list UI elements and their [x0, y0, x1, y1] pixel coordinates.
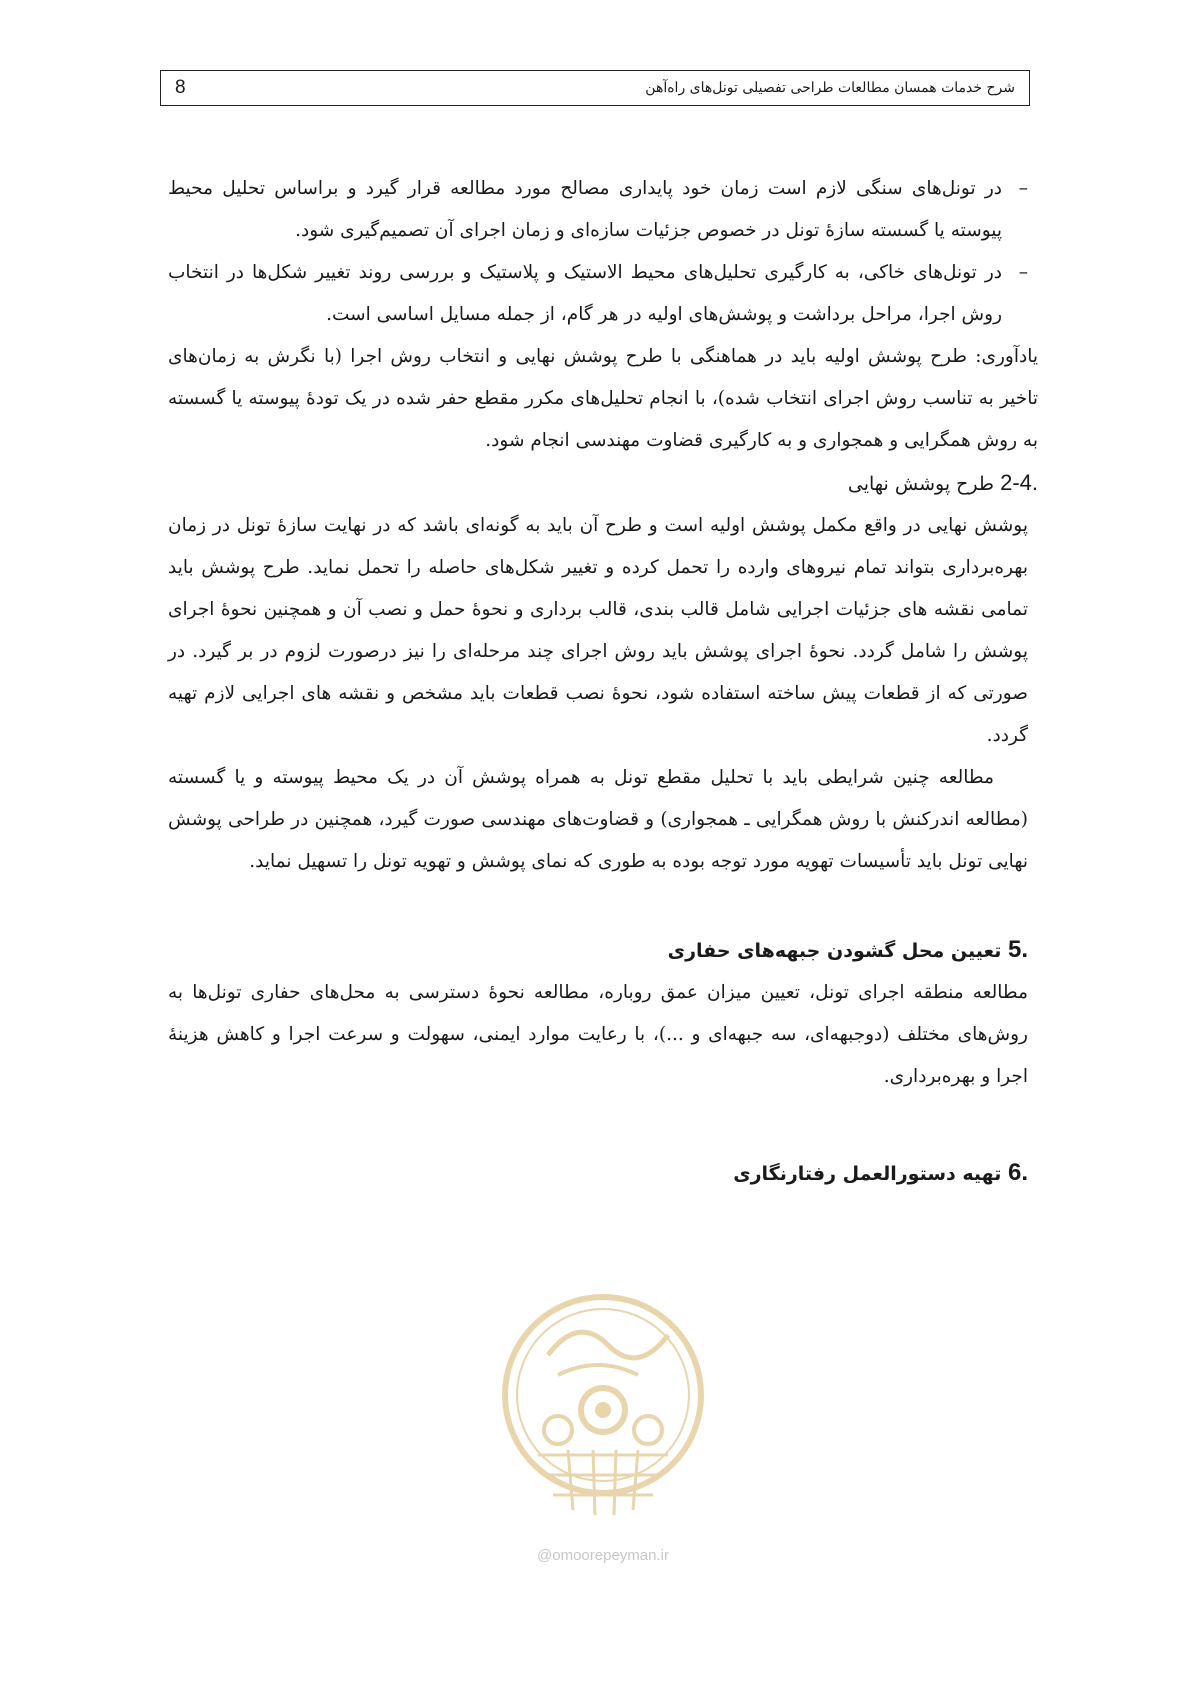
section-6-heading	[168, 1152, 1028, 1195]
header-title: شرح خدمات همسان مطالعات طراحی تفصیلی تونل‌های راه‌آهن	[645, 80, 1015, 96]
bullet-marker: –	[1018, 178, 1028, 199]
section-5-heading	[168, 929, 1028, 972]
page-body	[168, 168, 1038, 1195]
subsection-title: طرح پوشش نهایی	[847, 473, 995, 495]
section-5-text: مطالعه منطقه اجرای تونل، تعیین میزان عمق روباره، مطالعه نحوۀ دسترسی به محل‌های حفاری تونل‌ها به روش‌های مختلف (دوجبهه‌ای، سه جبهه‌ای و ...)، با رعایت موارد ایمنی، سهولت و سرعت اجرا و کاهش هزینۀ اجرا و بهره‌برداری.	[168, 982, 1028, 1087]
page-number: 8	[175, 77, 186, 98]
bullet-text: در تونل‌های خاکی، به کارگیری تحلیل‌های محیط الاستیک و پلاستیک و بررسی روند تغییر شکل‌ها در انتخاب روش اجرا، مراحل برداشت و پوشش‌های اولیه در هر گام، از جمله مسایل اساسی است.	[168, 262, 1002, 325]
watermark-seal-icon	[488, 1285, 718, 1545]
subsection-heading	[168, 462, 1038, 505]
watermark-url: @omoorepeyman.ir	[537, 1547, 669, 1564]
bullet-marker: –	[1018, 262, 1028, 283]
bullet-item	[168, 168, 1028, 252]
watermark-logo	[488, 1285, 718, 1565]
section-5-number: 5.	[1007, 936, 1028, 963]
bullet-text: در تونل‌های سنگی لازم است زمان خود پایداری مصالح مورد مطالعه قرار گیرد و براساس تحلیل محیط پیوسته یا گسسته سازۀ تونل در خصوص جزئیات سازه‌ای و زمان اجرای آن تصمیم‌گیری شود.	[168, 178, 1002, 241]
subsection-number: 2-4.	[1000, 470, 1038, 495]
section-6-title: تهیه دستورالعمل رفتارنگاری	[733, 1163, 1002, 1185]
page-header	[160, 70, 1030, 106]
note-label: یادآوری:	[975, 346, 1038, 367]
subsection-paragraph: مطالعه چنین شرایطی باید با تحلیل مقطع تونل به همراه پوشش آن در یک محیط پیوسته و یا گسسته (مطالعه اندرکنش با روش همگرایی ـ همجواری) و قضاوت‌های مهندسی صورت گیرد، همچنین در طراحی پوشش نهایی تونل باید تأسیسات تهویه مورد توجه بوده به طوری که نمای پوشش و تهویه تونل را تسهیل نماید.	[168, 767, 1028, 872]
subsection-paragraph: پوشش نهایی در واقع مکمل پوشش اولیه است و طرح آن باید به گونه‌ای باشد که در نهایت سازۀ تونل در زمان بهره‌برداری بتواند تمام نیروهای وارده را تحمل کرده و تغییر شکل‌های حاصله را تحمل نماید. طرح پوشش باید تمامی نقشه های جزئیات اجرایی شامل قالب بندی، قالب برداری و نحوۀ حمل و نصب آن و همچنین نحوۀ اجرای پوشش را شامل گردد. نحوۀ اجرای پوشش باید روش اجرای چند مرحله‌ای را نیز درصورت لزوم در بر گیرد. در صورتی که از قطعات پیش ساخته استفاده شود، نحوۀ نصب قطعات باید مشخص و نقشه های اجرایی لازم تهیه گردد.	[168, 515, 1028, 746]
bullet-item	[168, 252, 1028, 336]
section-5-title: تعیین محل گشودن جبهه‌های حفاری	[667, 940, 1002, 962]
section-6-number: 6.	[1007, 1159, 1028, 1186]
note-text: طرح پوشش اولیه باید در هماهنگی با طرح پوشش نهایی و انتخاب روش اجرا (با نگرش به زمان‌های تاخیر به تناسب روش اجرای انتخاب شده)، با انجام تحلیل‌های مکرر مقطع حفر شده در یک تودۀ پیوسته یا گسسته به روش همگرایی و همجواری و به کارگیری قضاوت مهندسی انجام شود.	[168, 346, 1038, 451]
note-paragraph	[168, 336, 1038, 462]
